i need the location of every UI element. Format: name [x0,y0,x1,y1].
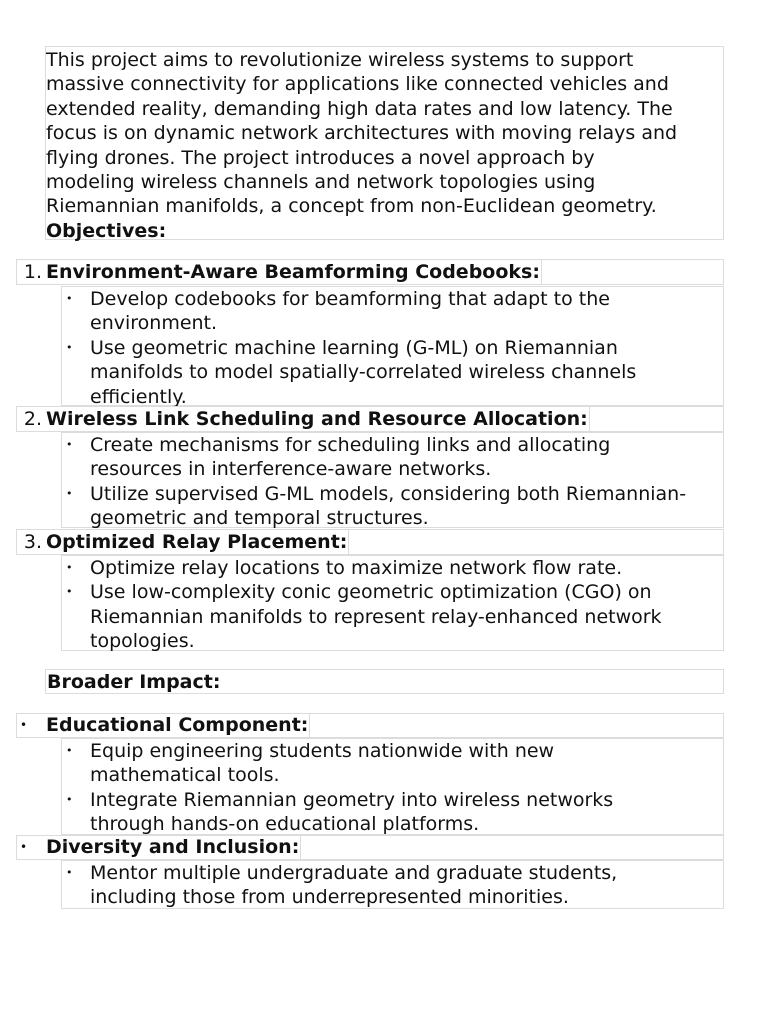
objectives-heading: Objectives: [46,219,167,242]
broader-impact-heading: Broader Impact: [47,671,221,693]
bullet-icon: • [20,840,28,854]
list-item: • Create mechanisms for scheduling links and allocating resources in interference-aware networks. [66,434,611,481]
objective-number: 1. [23,261,42,283]
bullet-icon: • [66,866,73,879]
list-item: • Use geometric machine learning (G-ML) on Riemannian manifolds to model spatially-correlated wireless channels efficiently. [66,336,637,408]
list-item: • Integrate Riemannian geometry into wireless networks through hands-on educational platforms. [66,788,614,836]
bullet-icon: • [66,486,73,500]
broader-impact-heading-box [45,669,724,694]
bullet-icon: • [66,561,73,574]
intro-line: flying drones. The project introduces a novel approach by [46,146,595,169]
objective-1-bullets [61,286,724,406]
bullet-icon: • [66,292,73,305]
list-item: • Equip engineering students nationwide with new mathematical tools. [66,740,555,787]
objective-title: Environment-Aware Beamforming Codebooks: [46,261,540,283]
intro-section [45,46,724,240]
list-item: • Utilize supervised G-ML models, considering both Riemannian- geometric and temporal structures. [66,482,687,530]
bullet-icon: • [66,792,73,806]
intro-line: extended reality, demanding high data rates and low latency. The [46,97,673,120]
objective-3-bullets [61,555,724,651]
objective-title: Optimized Relay Placement: [46,531,348,553]
intro-line: massive connectivity for applications like connected vehicles and [46,73,669,96]
list-item: • Develop codebooks for beamforming that adapt to the environment. [66,288,610,335]
list-item: • Optimize relay locations to maximize network flow rate. [66,557,623,579]
list-item: • Mentor multiple undergraduate and graduate students, including those from underrepresented minorities. [66,862,618,909]
impact-item-1-bullets [61,738,724,835]
intro-line: modeling wireless channels and network topologies using [46,171,596,194]
objective-title: Wireless Link Scheduling and Resource Allocation: [46,408,588,430]
impact-item-2-bullets [61,860,724,909]
bullet-icon: • [66,744,73,757]
intro-line: focus is on dynamic network architectures with moving relays and [46,122,678,145]
impact-item-title: Educational Component: [46,714,309,736]
intro-line: Riemannian manifolds, a concept from non-Euclidean geometry. [46,195,657,218]
intro-paragraph [46,47,723,243]
bullet-icon: • [66,438,73,451]
bullet-icon: • [66,340,73,354]
bullet-icon: • [20,718,28,732]
objective-number: 2. [23,408,42,430]
impact-item-title: Diversity and Inclusion: [46,836,300,858]
bullet-icon: • [66,585,73,599]
objective-2-bullets [61,432,724,528]
intro-line: This project aims to revolutionize wireless systems to support [46,49,634,71]
list-item: • Use low-complexity conic geometric optimization (CGO) on Riemannian manifolds to represent relay-enhanced network topologies. [66,581,662,653]
objective-number: 3. [23,531,42,553]
